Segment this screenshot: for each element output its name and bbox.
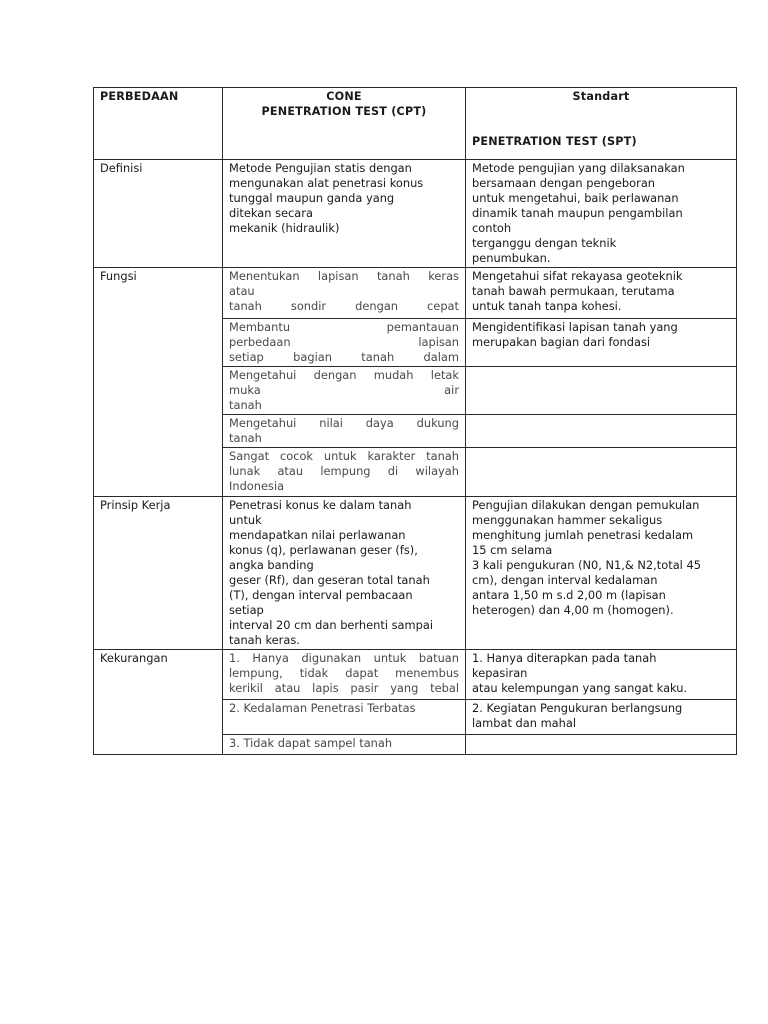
- kekurangan-cpt-1: [223, 650, 466, 700]
- label-prinsip-kerja: Prinsip Kerja: [94, 497, 223, 650]
- cell-line: Membantu pemantauan: [229, 320, 459, 334]
- row-prinsip-kerja: [94, 497, 737, 650]
- cell-line: tunggal maupun ganda yang: [229, 191, 395, 205]
- cell-line: lempung, tidak dapat menembus: [229, 666, 459, 680]
- fungsi-cpt-2: [223, 319, 466, 367]
- cell-line: Penetrasi konus ke dalam tanah: [229, 498, 412, 512]
- cell-line: untuk tanah tanpa kohesi.: [472, 299, 622, 313]
- kekurangan-spt-2: [466, 700, 737, 735]
- cell-line: tanah: [229, 431, 262, 445]
- cell-line: merupakan bagian dari fondasi: [472, 335, 651, 349]
- row-fungsi: [94, 268, 737, 319]
- fungsi-cpt-4: [223, 415, 466, 448]
- cell-line: mendapatkan nilai perlawanan: [229, 528, 406, 542]
- label-kekurangan: Kekurangan: [94, 650, 223, 755]
- cell-line: 2. Kegiatan Pengukuran berlangsung: [472, 701, 683, 715]
- cell-line: ditekan secara: [229, 206, 313, 220]
- fungsi-cpt-3: [223, 367, 466, 415]
- cell-line: konus (q), perlawanan geser (fs),: [229, 543, 418, 557]
- cell-line: dinamik tanah maupun pengambilan: [472, 206, 683, 220]
- cell-line: menghitung jumlah penetrasi kedalam: [472, 528, 694, 542]
- row-definisi: [94, 160, 737, 268]
- fungsi-spt-1: [466, 268, 737, 319]
- fungsi-spt-2: [466, 319, 737, 367]
- fungsi-cpt-5: [223, 448, 466, 497]
- cell-line: setiap: [229, 603, 264, 617]
- cell-line: tanah: [229, 398, 262, 412]
- header-cpt: CONE PENETRATION TEST (CPT): [223, 88, 466, 160]
- label-fungsi: Fungsi: [94, 268, 223, 497]
- fungsi-spt-4: [466, 415, 737, 448]
- cell-line: Mengidentifikasi lapisan tanah yang: [472, 320, 678, 334]
- comparison-table: [93, 87, 737, 755]
- prinsip-cpt: [223, 497, 466, 650]
- cell-line: perbedaan lapisan: [229, 335, 459, 349]
- cell-line: Pengujian dilakukan dengan pemukulan: [472, 498, 700, 512]
- cell-line: Mengetahui dengan mudah letak: [229, 368, 459, 382]
- cell-line: Sangat cocok untuk karakter tanah: [229, 449, 459, 463]
- cell-line: interval 20 cm dan berhenti sampai: [229, 618, 433, 632]
- cell-line: antara 1,50 m s.d 2,00 m (lapisan: [472, 588, 666, 602]
- cell-line: 1. Hanya digunakan untuk batuan: [229, 651, 459, 665]
- definisi-spt: [466, 160, 737, 268]
- cell-line: setiap bagian tanah dalam: [229, 350, 459, 364]
- cell-line: contoh: [472, 221, 512, 235]
- cell-line: lambat dan mahal: [472, 716, 577, 730]
- cell-line: muka air: [229, 383, 459, 397]
- header-spt: Standart PENETRATION TEST (SPT): [466, 88, 737, 160]
- cell-line: heterogen) dan 4,00 m (homogen).: [472, 603, 674, 617]
- kekurangan-cpt-2: [223, 700, 466, 735]
- cell-line: atau kelempungan yang sangat kaku.: [472, 681, 688, 695]
- row-kekurangan: [94, 650, 737, 700]
- cell-line: tanah sondir dengan cepat: [229, 299, 459, 313]
- cell-line: 2. Kedalaman Penetrasi Terbatas: [229, 701, 416, 715]
- cell-line: Indonesia: [229, 479, 285, 493]
- kekurangan-spt-1: [466, 650, 737, 700]
- cell-line: Mengetahui sifat rekayasa geoteknik: [472, 269, 683, 283]
- prinsip-spt: [466, 497, 737, 650]
- fungsi-spt-5: [466, 448, 737, 497]
- header-row: [94, 88, 737, 160]
- cell-line: penumbukan.: [472, 251, 551, 265]
- cell-line: Menentukan lapisan tanah keras: [229, 269, 459, 283]
- cell-line: 15 cm selama: [472, 543, 553, 557]
- cell-line: tanah keras.: [229, 633, 300, 647]
- cell-line: 1. Hanya diterapkan pada tanah: [472, 651, 657, 665]
- cell-line: cm), dengan interval kedalaman: [472, 573, 658, 587]
- cell-line: terganggu dengan teknik: [472, 236, 617, 250]
- cell-line: bersamaan dengan pengeboran: [472, 176, 656, 190]
- cell-line: kepasiran: [472, 666, 528, 680]
- cell-line: Mengetahui nilai daya dukung: [229, 416, 459, 430]
- definisi-cpt: [223, 160, 466, 268]
- cell-line: kerikil atau lapis pasir yang tebal: [229, 681, 459, 695]
- cell-line: untuk mengetahui, baik perlawanan: [472, 191, 679, 205]
- cell-line: 3. Tidak dapat sampel tanah: [229, 736, 393, 750]
- fungsi-cpt-1: [223, 268, 466, 319]
- cell-line: menggunakan hammer sekaligus: [472, 513, 663, 527]
- cell-line: lunak atau lempung di wilayah: [229, 464, 459, 478]
- header-perbedaan: PERBEDAAN: [94, 88, 223, 160]
- kekurangan-spt-3: [466, 735, 737, 755]
- cell-line: mengunakan alat penetrasi konus: [229, 176, 424, 190]
- cell-line: Metode pengujian yang dilaksanakan: [472, 161, 685, 175]
- cell-line: tanah bawah permukaan, terutama: [472, 284, 675, 298]
- cell-line: geser (Rf), dan geseran total tanah: [229, 573, 430, 587]
- cell-line: angka banding: [229, 558, 314, 572]
- cell-line: (T), dengan interval pembacaan: [229, 588, 413, 602]
- cell-line: atau: [229, 284, 255, 298]
- cell-line: mekanik (hidraulik): [229, 221, 340, 235]
- label-definisi: Definisi: [94, 160, 223, 268]
- fungsi-spt-3: [466, 367, 737, 415]
- cell-line: untuk: [229, 513, 262, 527]
- cell-line: Metode Pengujian statis dengan: [229, 161, 412, 175]
- kekurangan-cpt-3: [223, 735, 466, 755]
- cell-line: 3 kali pengukuran (N0, N1,& N2,total 45: [472, 558, 701, 572]
